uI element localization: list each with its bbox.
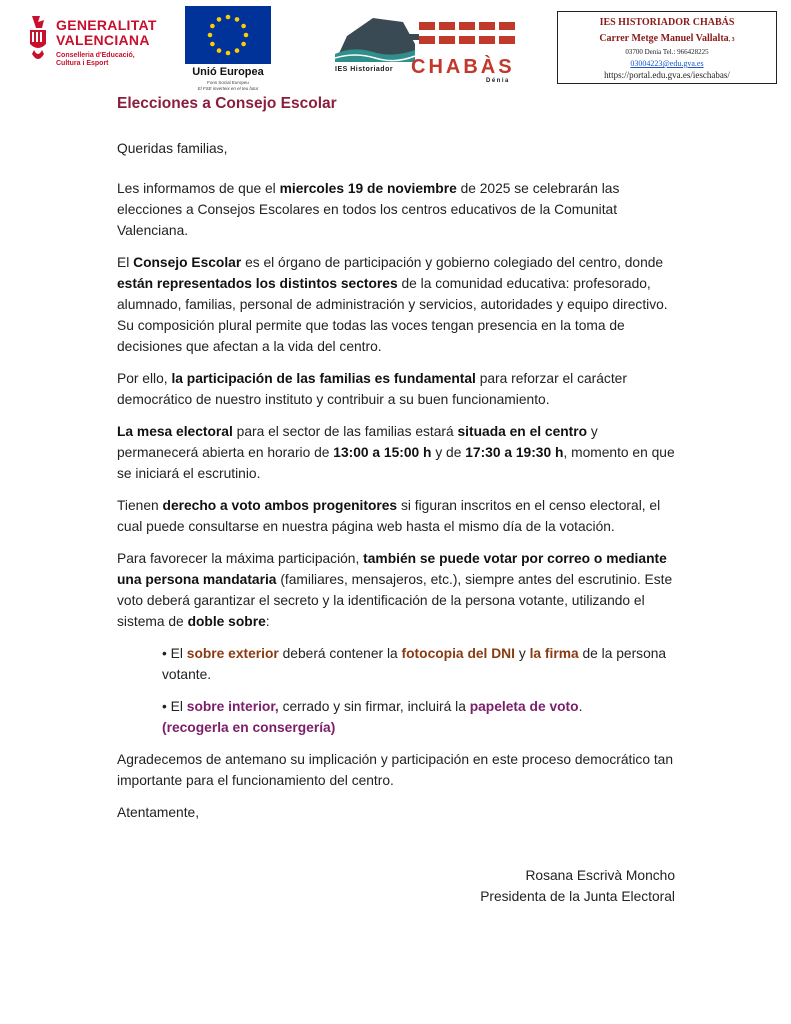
closing: Atentamente,	[117, 805, 200, 820]
paragraph-thanks: Agradecemos de antemano su implicación y participación en este proceso democrático tan importante para el funcionamiento del centro.	[117, 752, 674, 788]
paragraph-voting-rights: Tienen derecho a voto ambos progenitores si figuran inscritos en el censo electoral, el cual puede consultarse en nuestra página web hasta el mismo día de la votación.	[117, 498, 661, 534]
bullet-inner-envelope: • El sobre interior, cerrado y sin firmar, incluirá la papeleta de voto. (recogerla en consergería)	[162, 699, 583, 735]
greeting: Queridas familias,	[117, 141, 228, 156]
school-street: Carrer Metge Manuel Vallalta, 3	[599, 33, 735, 44]
school-logo	[333, 14, 525, 90]
paragraph-consejo: El Consejo Escolar es el órgano de participación y gobierno colegiado del centro, donde están representados los distintos sectores de la comunidad educativa: profesorado, alumnado, familias, personal de administración y servicios, autoridades y equipo directivo. Su composición plural permite que todas las voces tengan presencia en la toma de decisiones que afectan a la vida del centro.	[117, 255, 668, 354]
paragraph-participation: Por ello, la participación de las familias es fundamental para reforzar el carácter democrático de nuestro instituto y contribuir a su buen funcionamiento.	[117, 371, 627, 407]
bullet-outer-envelope: • El sobre exterior deberá contener la fotocopia del DNI y la firma de la persona votante.	[162, 646, 667, 682]
paragraph-mail-vote: Para favorecer la máxima participación, también se puede votar por correo o mediante una persona mandataria (familiares, mensajeros, etc.), siempre antes del escrutinio. Este voto deberá garantizar el secreto y la identificación de la persona votante, utilizando el sistema de doble sobre:	[117, 551, 673, 629]
paragraph-date: Les informamos de que el miercoles 19 de noviembre de 2025 se celebrarán las elecciones a Consejos Escolares en todos los centros educativos de la Comunitat Valenciana.	[117, 181, 620, 238]
signature-role: Presidenta de la Junta Electoral	[480, 889, 675, 904]
signature-name: Rosana Escrivà Moncho	[525, 868, 675, 883]
generalitat-name: GENERALITAT VALENCIANA	[56, 17, 157, 48]
paragraph-mesa: La mesa electoral para el sector de las familias estará situada en el centro y permanecerá abierta en horario de 13:00 a 15:00 h y de 17:30 a 19:30 h, momento en que se iniciará el escrutinio.	[117, 424, 675, 481]
school-address-box	[557, 11, 777, 84]
school-logo-name: CHABÀS	[411, 56, 515, 78]
eu-name: Unió Europea	[192, 66, 264, 78]
school-name: IES HISTORIADOR CHABÁS	[599, 17, 735, 28]
letter-body	[117, 138, 677, 834]
school-email-link[interactable]: 03004223@edu.gva.es	[630, 59, 704, 68]
generalitat-emblem-icon	[28, 14, 50, 64]
eu-logo	[185, 6, 271, 92]
document-title: Elecciones a Consejo Escolar	[117, 95, 337, 112]
school-website: https://portal.edu.gva.es/ieschabas/	[604, 70, 730, 80]
generalitat-department: Conselleria d'Educació, Cultura i Esport	[56, 52, 135, 67]
eu-slogan: El FSE inverteix en el teu futur	[197, 86, 259, 91]
generalitat-logo	[28, 12, 178, 82]
eu-fund-name: Fons Social Europeu	[207, 80, 249, 85]
eu-flag-icon	[185, 6, 271, 64]
signature-block	[480, 865, 675, 907]
school-logo-label: IES Historiador	[335, 66, 394, 73]
school-logo-city: Dénia	[486, 78, 510, 84]
letterhead	[0, 0, 791, 92]
school-postal-phone: 03700 Denia Tel.: 966428225	[625, 48, 709, 56]
